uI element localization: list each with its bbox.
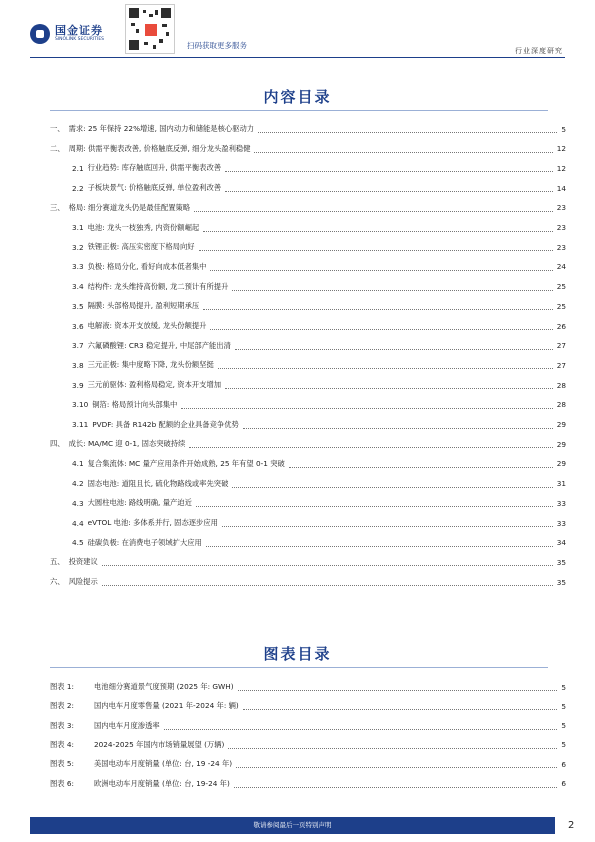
figure-leader-dots	[164, 722, 558, 730]
toc-entry[interactable]	[72, 419, 566, 431]
toc-entry-page: 25	[556, 282, 566, 292]
toc-entry-title: 硅碳负极: 在消费电子领域扩大应用	[87, 537, 202, 547]
figure-leader-dots	[243, 702, 558, 710]
toc-leader-dots	[225, 381, 553, 389]
toc-entry-page: 33	[556, 498, 566, 508]
toc-entry-title: 风险提示	[68, 577, 98, 587]
toc-entry-title: 结构件: 龙头维持高份额, 龙二预计有所提升	[87, 281, 229, 291]
toc-leader-dots	[203, 302, 553, 310]
toc-entry-title: 电池: 龙头一枝独秀, 内资份额崛起	[87, 222, 200, 232]
toc-entry-page: 12	[556, 144, 566, 154]
toc-entry-number: 五、	[50, 557, 65, 567]
toc-leader-dots	[258, 125, 557, 133]
toc-entry-number: 2.1	[72, 163, 84, 173]
toc-title: 内容目录	[263, 88, 332, 106]
toc-entry-page: 31	[556, 479, 566, 489]
figure-entry-page: 5	[561, 701, 566, 711]
toc-entry-page: 33	[556, 518, 566, 528]
toc-entry-title: 铁锂正极: 高压实密度下格局向好	[87, 242, 195, 252]
toc-entry-number: 4.3	[72, 498, 84, 508]
figure-entry-label: 图表 2:	[50, 701, 75, 711]
toc-entry[interactable]	[72, 359, 566, 371]
figure-entry-label: 图表 4:	[50, 739, 75, 749]
toc-entry[interactable]	[50, 576, 566, 588]
toc-entry-page: 29	[556, 420, 566, 429]
toc-leader-dots	[196, 499, 553, 507]
toc-entry-title: 隔膜: 头部格局提升, 盈利短期承压	[87, 301, 200, 311]
toc-entry-page: 34	[556, 538, 566, 548]
toc-entry[interactable]	[72, 261, 566, 273]
toc-entry-number: 3.10	[72, 400, 89, 410]
figure-leader-dots	[234, 780, 558, 788]
toc-leader-dots	[210, 322, 552, 330]
toc-leader-dots	[203, 224, 553, 232]
toc-entry-page: 23	[556, 203, 566, 213]
toc-entry-page: 28	[556, 380, 566, 390]
figure-entry-label: 图表 3:	[50, 720, 75, 730]
toc-leader-dots	[222, 519, 553, 527]
figure-leader-dots	[236, 760, 557, 768]
toc-entry-number: 二、	[50, 143, 65, 153]
toc-leader-dots	[225, 184, 553, 192]
figure-entry-title: 美国电动车月度销量 (单位: 台, 19 -24 年)	[94, 759, 233, 769]
toc-entry[interactable]	[50, 556, 566, 568]
toc-leader-dots	[194, 204, 553, 212]
toc-entry[interactable]	[72, 241, 566, 253]
toc-entry-number: 3.1	[72, 223, 84, 232]
scan-for-services-link[interactable]: 扫码获取更多服务	[187, 41, 247, 50]
page-footer	[30, 817, 555, 834]
toc-leader-dots	[243, 421, 553, 429]
toc-entry-page: 24	[556, 262, 566, 272]
toc-entry-page: 23	[556, 223, 566, 232]
toc-entry-title: 铜箔: 格局预计向头部集中	[92, 399, 178, 409]
toc-entry[interactable]	[72, 517, 566, 529]
toc-leader-dots	[206, 539, 553, 547]
toc-entry-title: 复合集流体: MC 量产应用条件开始成熟, 25 年有望 0-1 突破	[87, 458, 285, 468]
figure-entry-title: 国内电车月度渗透率	[94, 720, 160, 730]
toc-entry-page: 14	[556, 183, 566, 193]
toc-entry-title: 行业趋势: 库存触底回升, 供需平衡表改善	[87, 163, 222, 173]
toc-entry[interactable]	[50, 202, 566, 214]
toc-entry-page: 12	[556, 163, 566, 173]
toc-entry-title: 三元前驱体: 盈利格局稳定, 资本开支增加	[87, 380, 222, 390]
logo-chinese-name: 国金证券	[55, 24, 103, 37]
toc-entry[interactable]	[50, 143, 566, 155]
toc-entry-number: 4.2	[72, 479, 84, 489]
figure-entry[interactable]	[50, 720, 566, 732]
toc-entry-page: 35	[556, 577, 566, 587]
figure-entry-title: 2024-2025 年国内市场销量展望 (万辆)	[94, 739, 225, 749]
toc-entry-title: 三元正极: 集中度略下降, 龙头份额坚挺	[87, 360, 214, 370]
figure-entry[interactable]	[50, 739, 566, 751]
footer-disclaimer[interactable]: 敬请参阅最后一页特别声明	[253, 821, 332, 829]
toc-leader-dots	[189, 440, 552, 448]
toc-entry-title: 投资建议	[68, 557, 98, 567]
figures-title: 图表目录	[263, 645, 332, 663]
toc-entry[interactable]	[72, 478, 566, 490]
figure-entry[interactable]	[50, 681, 566, 693]
toc-entry-page: 27	[556, 341, 566, 351]
toc-entry-title: PVDF: 具备 R142b 配额的企业具备竞争优势	[92, 419, 239, 429]
page-number: 2	[568, 820, 575, 831]
toc-entry-number: 3.9	[72, 380, 84, 390]
toc-entry-page: 27	[556, 360, 566, 370]
figure-entry-page: 6	[561, 759, 566, 769]
toc-title-divider	[50, 110, 548, 111]
toc-entry-number: 3.3	[72, 262, 84, 272]
toc-entry[interactable]	[72, 537, 566, 549]
toc-entry-title: 固态电池: 道阻且长, 硫化物路线或率先突破	[87, 478, 229, 488]
toc-entry-number: 六、	[50, 577, 65, 587]
toc-leader-dots	[218, 361, 553, 369]
qr-center-logo-icon	[144, 23, 158, 37]
toc-entry[interactable]	[72, 222, 566, 234]
toc-entry-title: 电解液: 资本开支放缓, 龙头份额提升	[87, 321, 207, 330]
toc-entry[interactable]	[72, 458, 566, 470]
toc-entry-number: 一、	[50, 124, 65, 133]
toc-leader-dots	[232, 480, 552, 488]
toc-entry[interactable]	[72, 497, 566, 509]
figure-entry-title: 国内电车月度零售量 (2021 年-2024 年: 辆)	[94, 701, 239, 711]
toc-entry[interactable]	[72, 281, 566, 293]
figure-entry-page: 5	[561, 721, 566, 731]
toc-entry-number: 4.1	[72, 459, 84, 469]
figure-entry[interactable]	[50, 758, 566, 770]
figures-title-divider	[50, 667, 548, 668]
toc-entry-number: 三、	[50, 202, 65, 212]
toc-entry-number: 3.4	[72, 282, 84, 292]
figure-entry[interactable]	[50, 778, 566, 790]
toc-entry-number: 4.4	[72, 518, 84, 528]
toc-entry-title: 负极: 格局分化, 看好向成本低者集中	[87, 261, 207, 271]
toc-entry[interactable]	[50, 123, 566, 135]
toc-entry-title: eVTOL 电池: 多体系并行, 固态逐步应用	[87, 518, 218, 527]
toc-leader-dots	[235, 342, 553, 350]
toc-entry[interactable]	[72, 379, 566, 391]
page-header	[0, 0, 595, 60]
toc-entry-number: 2.2	[72, 183, 84, 193]
toc-entry[interactable]	[72, 320, 566, 332]
toc-entry-number: 4.5	[72, 538, 84, 548]
toc-entry-title: 成长: MA/MC 迎 0-1, 固态突破持续	[68, 439, 186, 449]
toc-leader-dots	[289, 460, 553, 468]
toc-entry-number: 四、	[50, 439, 65, 449]
toc-entry[interactable]	[72, 300, 566, 312]
toc-leader-dots	[232, 283, 552, 291]
toc-entry-title: 周期: 供需平衡表改善, 价格触底反弹, 细分龙头盈利稳健	[68, 143, 251, 153]
figure-entry[interactable]	[50, 700, 566, 712]
toc-entry-title: 格局: 细分赛道龙头仍是最佳配置策略	[68, 202, 191, 212]
toc-leader-dots	[199, 243, 553, 251]
toc-leader-dots	[254, 145, 552, 153]
toc-entry[interactable]	[50, 438, 566, 450]
toc-entry-title: 大圆柱电池: 路线明确, 量产迫近	[87, 498, 192, 508]
report-type-label: 行业深度研究	[515, 47, 563, 55]
toc-entry-title: 六氟磷酸锂: CR3 稳定提升, 中尾部产能出清	[87, 340, 231, 350]
figure-entry-title: 欧洲电动车月度销量 (单位: 台, 19-24 年)	[94, 778, 230, 788]
toc-leader-dots	[102, 558, 553, 566]
toc-entry[interactable]	[72, 182, 566, 194]
figure-leader-dots	[238, 683, 558, 691]
logo-english-name: SINOLINK SECURITIES	[55, 37, 105, 42]
toc-entry[interactable]	[72, 340, 566, 352]
logo-mark-icon	[30, 24, 50, 44]
sinolink-logo	[30, 22, 130, 48]
toc-leader-dots	[210, 263, 552, 271]
figure-entry-label: 图表 5:	[50, 759, 75, 769]
figure-entry-label: 图表 1:	[50, 682, 75, 691]
figure-entry-page: 6	[561, 779, 566, 788]
toc-entry-page: 35	[556, 557, 566, 567]
toc-entry-number: 3.2	[72, 242, 84, 252]
toc-entry-page: 29	[556, 459, 566, 469]
toc-entry-number: 3.6	[72, 321, 84, 331]
toc-leader-dots	[102, 578, 553, 586]
toc-entry[interactable]	[72, 399, 566, 411]
toc-entry-page: 26	[556, 321, 566, 331]
header-divider	[30, 57, 565, 58]
toc-entry[interactable]	[72, 162, 566, 174]
toc-entry-title: 需求: 25 年保持 22%增速, 国内动力和储能是核心驱动力	[68, 124, 255, 133]
toc-leader-dots	[181, 401, 552, 409]
toc-leader-dots	[225, 164, 553, 172]
toc-entry-number: 3.11	[72, 420, 89, 429]
toc-entry-page: 28	[556, 400, 566, 410]
qr-code-icon[interactable]	[125, 4, 175, 54]
toc-entry-number: 3.7	[72, 341, 84, 351]
toc-entry-page: 29	[556, 439, 566, 449]
figure-leader-dots	[228, 741, 557, 749]
toc-entry-page: 23	[556, 242, 566, 252]
figure-entry-label: 图表 6:	[50, 778, 75, 788]
toc-entry-title: 子板块景气: 价格触底反弹, 单位盈利改善	[87, 183, 222, 193]
toc-entry-number: 3.5	[72, 301, 84, 311]
figure-entry-title: 电池细分赛道景气度预期 (2025 年: GWH)	[94, 682, 234, 691]
toc-entry-page: 5	[561, 124, 566, 134]
toc-entry-page: 25	[556, 301, 566, 311]
toc-entry-number: 3.8	[72, 360, 84, 370]
figure-entry-page: 5	[561, 682, 566, 692]
figure-entry-page: 5	[561, 740, 566, 750]
